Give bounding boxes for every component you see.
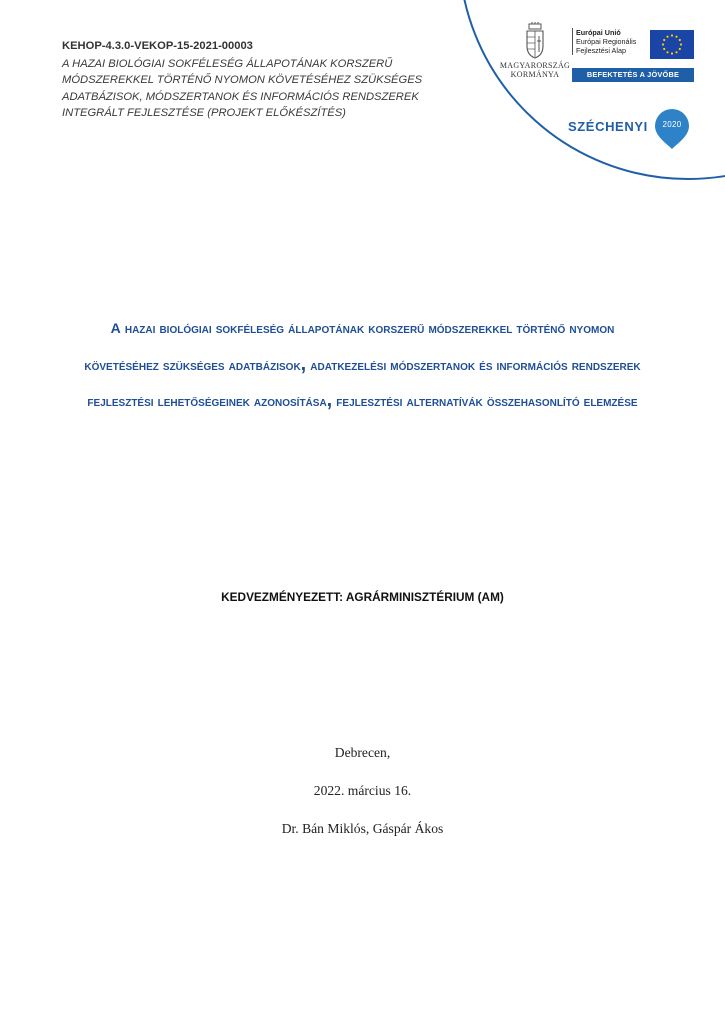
szechenyi-year: 2020: [662, 120, 682, 129]
signature-authors: Dr. Bán Miklós, Gáspár Ákos: [281, 821, 444, 836]
document-title: [80, 310, 645, 420]
eu-line-1: Európai Unió: [576, 28, 621, 37]
title-first-letter: a: [110, 316, 121, 338]
eu-banner: BEFEKTETÉS A JÖVŐBE: [572, 68, 694, 82]
signature-date: 2022. március 16.: [313, 783, 412, 798]
eu-fund-text: [572, 28, 652, 55]
government-line-1: MAGYARORSZÁG: [499, 61, 571, 70]
signature-city: Debrecen,: [334, 745, 391, 760]
title-comma-2: ,: [326, 389, 333, 411]
title-comma-1: ,: [300, 352, 307, 375]
government-line-2: KORMÁNYA: [510, 70, 560, 79]
szechenyi-logo: [568, 108, 694, 150]
eu-line-3: Fejlesztési Alap: [576, 46, 626, 55]
title-part-2: adatkezelési módszertanok és információs rendszerek fejlesztési lehetőségeinek azonosítása: [87, 357, 641, 410]
beneficiary: KEDVEZMÉNYEZETT: AGRÁRMINISZTÉRIUM (AM): [221, 590, 504, 604]
title-part-1: hazai biológiai sokféleség állapotának korszerű módszerekkel történő nyomon követéséhez szükséges adatbázisok: [84, 321, 615, 374]
coat-of-arms-icon: [524, 22, 546, 60]
government-text: [498, 61, 572, 79]
map-pin-icon: [654, 108, 690, 150]
eu-flag-icon: [650, 30, 694, 59]
project-code: KEHOP-4.3.0-VEKOP-15-2021-00003: [62, 40, 253, 52]
title-part-3: fejlesztési alternatívák összehasonlító elemzése: [336, 394, 638, 410]
project-title: A HAZAI BIOLÓGIAI SOKFÉLESÉG ÁLLAPOTÁNAK KORSZERŰ MÓDSZEREKKEL TÖRTÉNŐ NYOMON KÖVETÉSÉHEZ SZÜKSÉGES ADATBÁZISOK, MÓDSZERTANOK ÉS INFORMÁCIÓS RENDSZEREK INTEGRÁLT FEJLESZTÉSE (PROJEKT ELŐKÉSZÍTÉS): [62, 57, 423, 119]
szechenyi-word: SZÉCHENYI: [568, 119, 648, 134]
government-logo: [498, 22, 572, 79]
eu-line-2: Európai Regionális: [576, 37, 637, 46]
project-header: [62, 38, 452, 122]
